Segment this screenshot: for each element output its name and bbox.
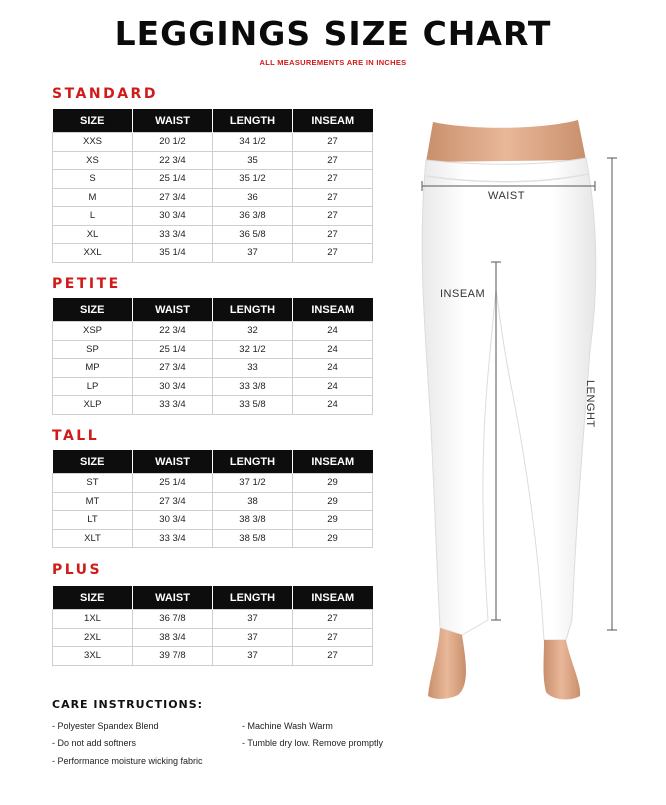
table-cell: 25 1/4 [133, 170, 213, 189]
size-table-tall [52, 450, 373, 548]
table-row [53, 647, 373, 666]
column-header: SIZE [53, 450, 133, 474]
table-cell: L [53, 207, 133, 226]
table-row [53, 133, 373, 152]
inseam-label: INSEAM [440, 288, 486, 300]
size-table-plus [52, 586, 373, 666]
table-row [53, 396, 373, 415]
column-header: LENGTH [213, 450, 293, 474]
table-row [53, 188, 373, 207]
table-header-row [53, 450, 373, 474]
table-cell: 27 [293, 133, 373, 152]
table-row [53, 151, 373, 170]
section-title-plus: PLUS [52, 562, 103, 578]
section-title-standard: STANDARD [52, 86, 158, 102]
table-row [53, 244, 373, 263]
table-header-row [53, 298, 373, 322]
table-row [53, 492, 373, 511]
table-cell: XXS [53, 133, 133, 152]
table-row [53, 610, 373, 629]
table-row [53, 377, 373, 396]
table-cell: 27 [293, 225, 373, 244]
table-cell: 38 [213, 492, 293, 511]
table-cell: 24 [293, 396, 373, 415]
table-cell: 24 [293, 377, 373, 396]
table-cell: 33 3/4 [133, 225, 213, 244]
table-row [53, 529, 373, 548]
column-header: LENGTH [213, 298, 293, 322]
column-header: WAIST [133, 109, 213, 133]
table-cell: 33 5/8 [213, 396, 293, 415]
table-row [53, 628, 373, 647]
page-title: LEGGINGS SIZE CHART [114, 14, 552, 53]
table-row [53, 207, 373, 226]
length-label: LENGHT [584, 380, 596, 428]
table-cell: 33 3/8 [213, 377, 293, 396]
size-table-petite [52, 298, 373, 415]
table-cell: 20 1/2 [133, 133, 213, 152]
page-subtitle: ALL MEASUREMENTS ARE IN INCHES [259, 58, 407, 67]
table-cell: 27 3/4 [133, 492, 213, 511]
table-cell: XS [53, 151, 133, 170]
table-cell: 37 1/2 [213, 474, 293, 493]
table-cell: 29 [293, 492, 373, 511]
size-table-standard [52, 109, 373, 263]
table-cell: 24 [293, 322, 373, 341]
table-cell: 36 5/8 [213, 225, 293, 244]
table-cell: 25 1/4 [133, 340, 213, 359]
care-item: - Performance moisture wicking fabric [52, 756, 203, 766]
table-header-row [53, 109, 373, 133]
table-cell: 37 [213, 610, 293, 629]
table-cell: 22 3/4 [133, 151, 213, 170]
table-cell: 37 [213, 647, 293, 666]
table-cell: 37 [213, 628, 293, 647]
table-cell: 35 1/2 [213, 170, 293, 189]
table-cell: 27 [293, 151, 373, 170]
table-cell: 27 [293, 628, 373, 647]
column-header: WAIST [133, 450, 213, 474]
column-header: SIZE [53, 298, 133, 322]
table-cell: 35 [213, 151, 293, 170]
table-cell: 2XL [53, 628, 133, 647]
table-cell: 27 3/4 [133, 188, 213, 207]
right-foot [544, 640, 581, 699]
table-row [53, 340, 373, 359]
table-cell: MP [53, 359, 133, 378]
table-cell: 29 [293, 474, 373, 493]
care-instructions-title: CARE INSTRUCTIONS: [52, 698, 204, 711]
table-cell: 30 3/4 [133, 377, 213, 396]
table-cell: 27 [293, 170, 373, 189]
care-item: - Do not add softners [52, 738, 137, 748]
table-cell: 24 [293, 340, 373, 359]
table-row [53, 170, 373, 189]
table-cell: XLT [53, 529, 133, 548]
care-item: - Polyester Spandex Blend [52, 721, 159, 731]
table-header-row [53, 586, 373, 610]
table-cell: 38 3/8 [213, 511, 293, 530]
table-cell: XL [53, 225, 133, 244]
table-row [53, 474, 373, 493]
table-cell: 3XL [53, 647, 133, 666]
table-row [53, 511, 373, 530]
column-header: SIZE [53, 109, 133, 133]
table-cell: LP [53, 377, 133, 396]
table-cell: 37 [213, 244, 293, 263]
table-cell: 34 1/2 [213, 133, 293, 152]
leggings-illustration [400, 100, 666, 800]
column-header: SIZE [53, 586, 133, 610]
table-row [53, 322, 373, 341]
column-header: INSEAM [293, 298, 373, 322]
table-cell: XSP [53, 322, 133, 341]
table-cell: ST [53, 474, 133, 493]
table-cell: 36 7/8 [133, 610, 213, 629]
table-cell: 33 3/4 [133, 529, 213, 548]
table-row [53, 225, 373, 244]
table-cell: 27 3/4 [133, 359, 213, 378]
section-title-tall: TALL [52, 428, 100, 444]
table-cell: XLP [53, 396, 133, 415]
table-cell: 33 3/4 [133, 396, 213, 415]
care-item: - Machine Wash Warm [242, 721, 333, 731]
table-cell: 36 [213, 188, 293, 207]
care-item: - Tumble dry low. Remove promptly [242, 738, 384, 748]
table-cell: 22 3/4 [133, 322, 213, 341]
table-cell: MT [53, 492, 133, 511]
table-cell: 1XL [53, 610, 133, 629]
table-cell: 35 1/4 [133, 244, 213, 263]
table-cell: 27 [293, 244, 373, 263]
table-cell: 29 [293, 529, 373, 548]
leggings-shape [422, 158, 596, 640]
table-cell: 30 3/4 [133, 207, 213, 226]
table-cell: 36 3/8 [213, 207, 293, 226]
left-foot [428, 628, 466, 699]
table-cell: 38 5/8 [213, 529, 293, 548]
table-cell: 33 [213, 359, 293, 378]
column-header: LENGTH [213, 109, 293, 133]
table-cell: 27 [293, 188, 373, 207]
table-cell: 30 3/4 [133, 511, 213, 530]
column-header: INSEAM [293, 109, 373, 133]
waist-label: WAIST [488, 190, 525, 202]
table-cell: 25 1/4 [133, 474, 213, 493]
table-cell: 27 [293, 207, 373, 226]
table-cell: 24 [293, 359, 373, 378]
table-cell: LT [53, 511, 133, 530]
column-header: INSEAM [293, 450, 373, 474]
table-cell: SP [53, 340, 133, 359]
table-cell: S [53, 170, 133, 189]
column-header: WAIST [133, 298, 213, 322]
table-cell: 29 [293, 511, 373, 530]
column-header: INSEAM [293, 586, 373, 610]
torso-skin [426, 120, 586, 162]
table-cell: XXL [53, 244, 133, 263]
column-header: LENGTH [213, 586, 293, 610]
table-cell: 27 [293, 647, 373, 666]
table-cell: 39 7/8 [133, 647, 213, 666]
table-cell: 27 [293, 610, 373, 629]
table-cell: 32 1/2 [213, 340, 293, 359]
table-cell: 32 [213, 322, 293, 341]
leggings-diagram [400, 100, 666, 800]
section-title-petite: PETITE [52, 276, 121, 292]
column-header: WAIST [133, 586, 213, 610]
table-cell: 38 3/4 [133, 628, 213, 647]
table-row [53, 359, 373, 378]
table-cell: M [53, 188, 133, 207]
